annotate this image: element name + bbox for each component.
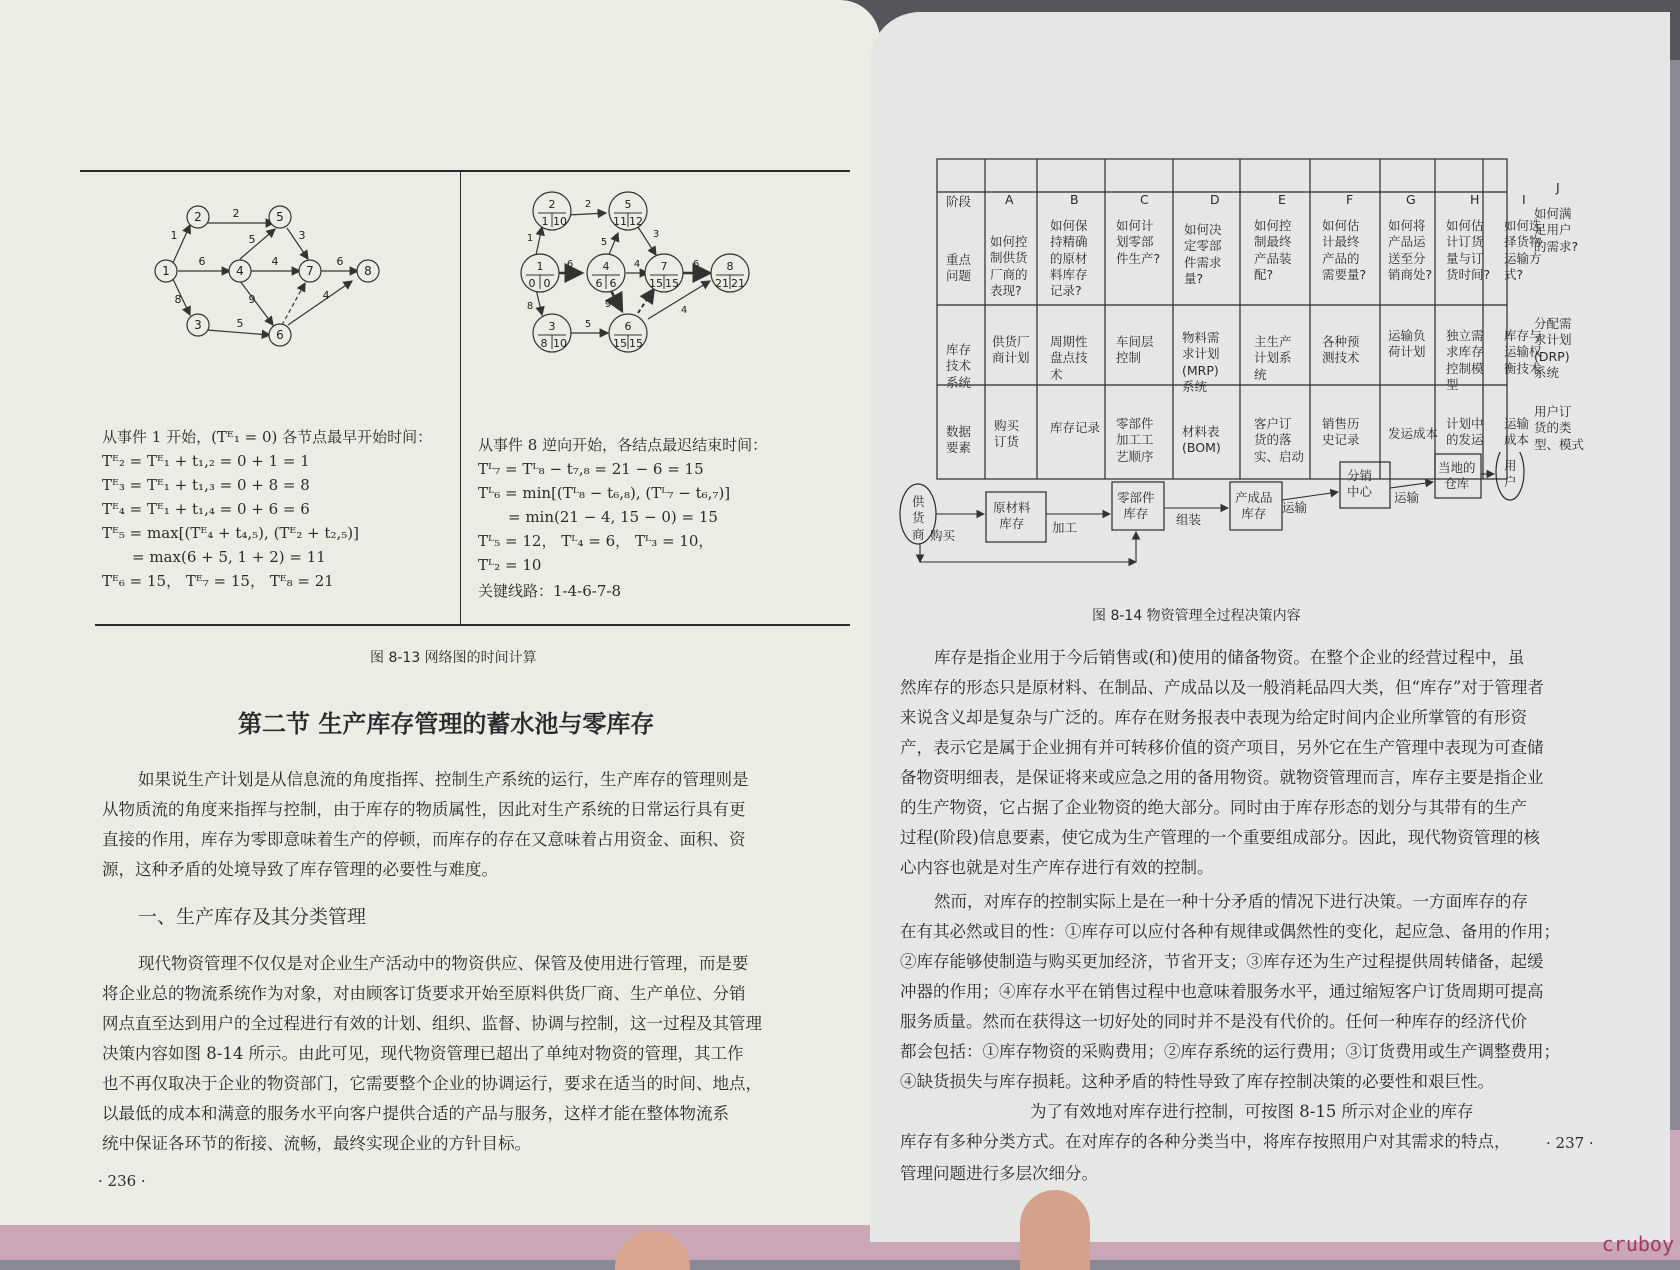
figure-caption: 图 8-13 网络图的时间计算 [370,650,537,666]
tech-H: 独立需 求库存 控制模 型 [1446,328,1484,392]
edge-label: 5 [584,319,592,330]
edge-label: 5 [248,233,256,246]
node-2-es: 1 [541,215,549,228]
node-2-id: 2 [548,198,556,211]
calc-left-line: Tᴱ₅ = max[(Tᴱ₄ + t₄,₅), (Tᴱ₂ + t₂,₅)] [102,524,359,542]
paragraph-line: 然而，对库存的控制实际上是在一种十分矛盾的情况下进行决策。一方面库存的存 [934,892,1528,911]
calc-right-line: = min(21 − 4, 15 − 0) = 15 [508,508,718,526]
calc-left-line: 从事件 1 开始，(Tᴱ₁ = 0) 各节点最早开始时间： [102,428,433,446]
node-1-id: 1 [536,260,544,273]
row-header-stage: 阶段 [946,194,972,209]
node-6-ls: 15 [629,337,643,350]
paragraph-line: 为了有效地对库存进行控制，可按图 8-15 所示对企业的库存 [1030,1102,1474,1121]
tech-E: 主生产 计划系 统 [1254,334,1292,382]
figure-bottom-rule [95,624,850,626]
page-number: · 236 · [98,1172,146,1190]
paragraph-line: 库存是指企业用于今后销售或(和)使用的储备物资。在整个企业的经营过程中，虽 [934,648,1525,667]
flow-edge-label: 组装 [1176,512,1202,527]
edge-label: 6 [692,259,700,270]
paragraph-line: 直接的作用，库存为零即意味着生产的停顿，而库存的存在又意味着占用资金、面积、资 [102,830,746,849]
calc-left-line: Tᴱ₃ = Tᴱ₁ + t₁,₃ = 0 + 8 = 8 [102,476,310,494]
paragraph-line: 在有其必然或目的性：①库存可以应付各种有规律或偶然性的变化，起应急、备用的作用； [900,922,1560,941]
paragraph-line: 来说含义却是复杂与广泛的。库存在财务报表中表现为给定时间内企业所掌管的有形资 [900,708,1527,727]
edge-label: 8 [526,301,534,312]
stage-C: C [1140,192,1149,207]
data-G: 发运成本 [1388,426,1439,441]
node-4-id: 4 [602,260,610,273]
stage-J: J [1556,180,1560,195]
stage-A: A [1005,192,1014,207]
flow-local-warehouse: 当地的 仓库 [1438,460,1476,492]
edge-label: 8 [174,293,182,306]
tech-I: 库存与 运输权 衡技术 [1504,328,1542,376]
critical-path: 关键线路：1-4-6-7-8 [478,582,621,600]
data-F: 销售历 史记录 [1322,416,1360,448]
paragraph-line: 决策内容如图 8-14 所示。由此可见，现代物资管理已超出了单纯对物资的管理，其工作 [102,1044,744,1063]
data-E: 客户订 货的落 实、启动 [1254,416,1305,464]
node-1-es: 0 [528,277,536,290]
node-4-es: 6 [595,277,603,290]
row-header-data: 数据 要素 [946,424,972,456]
paragraph-line: 都会包括：①库存物资的采购费用；②库存系统的运行费用；③订货费用或生产调整费用； [900,1042,1560,1061]
tech-J: 分配需 求计划 (DRP) 系统 [1534,316,1572,380]
node-7-id: 7 [660,260,668,273]
stage-E: E [1278,192,1286,207]
paragraph-line: 产，表示它是属于企业拥有并可转移价值的资产项目，另外它在生产管理中表现为可查储 [900,738,1544,757]
node-6-id: 6 [624,320,632,333]
paragraph-line: 源，这种矛盾的处境导致了库存管理的必要性与难度。 [102,860,498,879]
section-title: 第二节 生产库存管理的蓄水池与零库存 [238,710,655,738]
data-A: 购买 订货 [994,418,1020,450]
stage-F: F [1346,192,1354,207]
figure-caption: 图 8-14 物资管理全过程决策内容 [1092,608,1301,624]
node-3-es: 8 [540,337,548,350]
node-5-id: 5 [624,198,632,211]
question-J: 如何满 足用户 的需求? [1534,206,1579,254]
calc-left-line: = max(6 + 5, 1 + 2) = 11 [132,548,326,566]
row-header-tech: 库存 技术 系统 [946,342,972,390]
paragraph-line: 服务质量。然而在获得这一切好处的同时并不是没有代价的。任何一种库存的经济代价 [900,1012,1527,1031]
calc-right-line: 从事件 8 逆向开始，各结点最迟结束时间： [478,436,768,454]
edge-label: 4 [271,255,279,268]
subsection-title: 一、生产库存及其分类管理 [138,906,367,928]
paragraph-line: 然库存的形态只是原材料、在制品、产成品以及一般消耗品四大类，但“库存”对于管理者 [900,678,1544,697]
question-B: 如何保 持精确 的原材 料库存 记录? [1050,218,1088,298]
flow-parts: 零部件 库存 [1117,490,1155,522]
figure-top-rule [80,170,850,172]
tech-A: 供货厂 商计划 [992,334,1030,366]
network-diagram-right [520,185,820,385]
paragraph-line: 将企业总的物流系统作为对象，对由顾客订货要求开始至原料供货厂商、生产单位、分销 [102,984,746,1003]
question-I: 如何选 择货物 运输方 式? [1504,218,1542,282]
calc-right-line: Tᴸ₆ = min[(Tᴸ₈ − t₆,₈), (Tᴸ₇ − t₆,₇)] [478,484,731,502]
edge-label: 1 [170,229,178,242]
node-3: 3 [194,318,202,332]
calc-right-line: Tᴸ₅ = 12， Tᴸ₄ = 6， Tᴸ₃ = 10， [478,532,714,550]
edge-label: 4 [322,289,330,302]
edge-label: 4 [680,305,688,316]
node-4-ls: 6 [609,277,617,290]
node-6-es: 15 [613,337,627,350]
edge-label: 2 [232,207,240,220]
calc-right-line: Tᴸ₂ = 10 [478,556,542,574]
stage-B: B [1070,192,1079,207]
edge-label: 9 [248,293,256,306]
node-7: 7 [306,264,314,278]
node-8-id: 8 [726,260,734,273]
flow-finished: 产成品 库存 [1235,490,1273,522]
tech-B: 周期性 盘点技 术 [1050,334,1088,382]
edge-label: 4 [633,259,641,270]
tech-D: 物料需 求计划 (MRP) 系统 [1182,330,1220,394]
edge-label: 5 [236,317,244,330]
paragraph-line: ④缺货损失与库存损耗。这种矛盾的特性导致了库存控制决策的必要性和艰巨性。 [900,1072,1494,1091]
network-diagram-left [140,195,400,365]
node-5: 5 [276,210,284,224]
question-H: 如何估 计订货 量与订 货时间? [1446,218,1491,282]
question-C: 如何计 划零部 件生产? [1116,218,1161,266]
node-8: 8 [364,264,372,278]
stage-G: G [1406,192,1416,207]
node-2: 2 [194,210,202,224]
flow-edge-label: 运输 [1394,490,1420,505]
paragraph-line: 网点直至达到用户的全过程进行有效的计划、组织、监督、协调与控制，这一过程及其管理 [102,1014,762,1033]
edge-label: 6 [566,259,574,270]
paragraph-line: 也不再仅取决于企业的物资部门，它需要整个企业的协调运行，要求在适当的时间、地点， [102,1074,762,1093]
finger [1020,1190,1090,1270]
question-A: 如何控 制供货 厂商的 表现? [990,234,1028,298]
node-5-es: 11 [613,215,627,228]
right-page [870,12,1670,1242]
node-7-ls: 15 [665,277,679,290]
edge-label: 3 [652,229,660,240]
edge-label: 1 [526,233,534,244]
data-C: 零部件 加工工 艺顺序 [1116,416,1154,464]
tech-G: 运输负 荷计划 [1388,328,1426,360]
question-G: 如何将 产品运 送至分 销商处? [1388,218,1433,282]
paragraph-line: 心内容也就是对生产库存进行有效的控制。 [900,858,1214,877]
page-number: · 237 · [1546,1134,1594,1152]
flow-raw-material: 原材料 库存 [993,500,1031,532]
node-4: 4 [236,264,244,278]
tech-C: 车间层 控制 [1116,334,1154,366]
stage-D: D [1210,192,1220,207]
node-6: 6 [276,328,284,342]
node-1-ls: 0 [543,277,551,290]
data-J: 用户订 货的类 型、模式 [1534,404,1585,452]
paragraph-line: 库存有多种分类方式。在对库存的各种分类当中，将库存按照用户对其需求的特点， [900,1132,1511,1151]
node-2-ls: 10 [553,215,567,228]
figure-divider [460,172,461,624]
node-3-ls: 10 [553,337,567,350]
flow-edge-label: 加工 [1052,520,1078,535]
edge-label: 6 [336,255,344,268]
edge-label: 6 [198,255,206,268]
paragraph-line: 以最低的成本和满意的服务水平向客户提供合适的产品与服务，这样才能在整体物流系 [102,1104,729,1123]
paragraph-line: 过程(阶段)信息要素，使它成为生产管理的一个重要组成部分。因此，现代物资管理的核 [900,828,1540,847]
edge-label: 9 [604,299,612,310]
flow-edge-label: 运输 [1282,500,1308,515]
flow-user: 用 户 [1504,458,1517,490]
edge-label: 3 [298,229,306,242]
row-header-question: 重点 问题 [946,252,972,284]
node-3-id: 3 [548,320,556,333]
data-I: 运输 成本 [1504,416,1530,448]
stage-H: H [1470,192,1480,207]
flow-distributor: 分销 中心 [1347,468,1373,500]
stage-I: I [1522,192,1526,207]
node-8-ls: 21 [731,277,745,290]
node-8-es: 21 [715,277,729,290]
tech-F: 各种预 测技术 [1322,334,1360,366]
calc-left-line: Tᴱ₆ = 15， Tᴱ₇ = 15， Tᴱ₈ = 21 [102,572,334,590]
paragraph-line: ②库存能够使制造与购买更加经济，节省开支；③库存还为生产过程提供周转储备，起缓 [900,952,1544,971]
node-1: 1 [162,264,170,278]
data-B: 库存记录 [1050,420,1101,435]
calc-left-line: Tᴱ₂ = Tᴱ₁ + t₁,₂ = 0 + 1 = 1 [102,452,310,470]
paragraph-line: 管理问题进行多层次细分。 [900,1164,1098,1183]
data-H: 计划中 的发运 [1446,416,1484,448]
node-7-es: 15 [649,277,663,290]
calc-left-line: Tᴱ₄ = Tᴱ₁ + t₁,₄ = 0 + 6 = 6 [102,500,310,518]
question-D: 如何决 定零部 件需求 量? [1184,222,1222,286]
node-5-ls: 12 [629,215,643,228]
paragraph-line: 备物资明细表，是保证将来或应急之用的备用物资。就物资管理而言，库存主要是指企业 [900,768,1544,787]
edge-label: 2 [584,199,592,210]
watermark: cruboy [1601,1232,1674,1256]
paragraph-line: 如果说生产计划是从信息流的角度指挥、控制生产系统的运行，生产库存的管理则是 [138,770,749,789]
paragraph-line: 统中保证各环节的衔接、流畅，最终实现企业的方针目标。 [102,1134,531,1153]
paragraph-line: 现代物资管理不仅仅是对企业生产活动中的物资供应、保管及使用进行管理，而是要 [138,954,749,973]
paragraph-line: 从物质流的角度来指挥与控制，由于库存的物质属性，因此对生产系统的日常运行具有更 [102,800,746,819]
question-F: 如何估 计最终 产品的 需要量? [1322,218,1367,282]
calc-right-line: Tᴸ₇ = Tᴸ₈ − t₇,₈ = 21 − 6 = 15 [478,460,704,478]
paragraph-line: 的生产物资，它占据了企业物资的绝大部分。同时由于库存形态的划分与其带有的生产 [900,798,1527,817]
flow-edge-label: 购买 [930,528,956,543]
paragraph-line: 冲器的作用；④库存水平在销售过程中也意味着服务水平，通过缩短客户订货周期可提高 [900,982,1544,1001]
edge-label: 5 [600,237,608,248]
data-D: 材料表 (BOM) [1182,424,1221,456]
flow-supplier: 供 货 商 [912,494,925,542]
question-E: 如何控 制最终 产品装 配? [1254,218,1292,282]
